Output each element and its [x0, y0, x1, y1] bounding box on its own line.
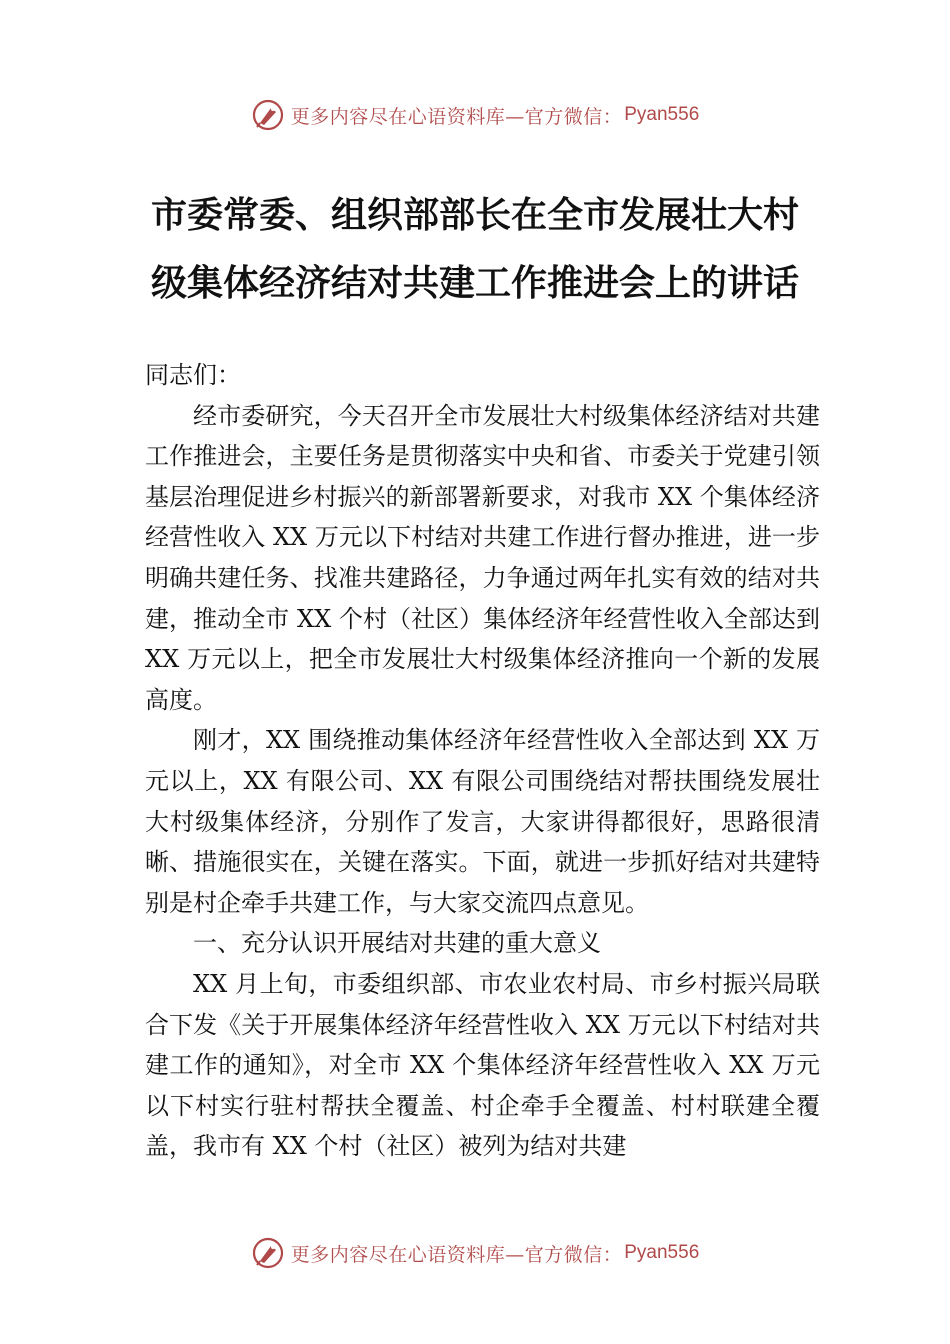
banner-wechat-id: Pyan556 [624, 104, 700, 125]
header-banner [0, 95, 950, 135]
banner-text: 更多内容尽在心语资料库—官方微信： [290, 1243, 623, 1266]
footer-banner [0, 1233, 950, 1273]
paragraph-3: XX 月上旬，市委组织部、市农业农村局、市乡村振兴局联合下发《关于开展集体经济年经营性收入 XX 万元以下村结对共建工作的通知》，对全市 XX 个集体经济年经营性收入 XX 万元以下村实行驻村帮扶全覆盖、村企牵手全覆盖、村村联建全覆盖，我市有 XX 个村（社区）被列为结对共建 [145, 969, 820, 1161]
section-heading-1: 一、充分认识开展结对共建的重大意义 [193, 929, 601, 958]
paragraph-2: 刚才，XX 围绕推动集体经济年经营性收入全部达到 XX 万元以上，XX 有限公司、XX 有限公司围绕结对帮扶围绕发展壮大村级集体经济，分别作了发言，大家讲得都很好，思路很清晰、措施很实在，关键在落实。下面，就进一步抓好结对共建特别是村企牵手共建工作，与大家交流四点意见。 [145, 726, 820, 917]
pen-nib-logo-icon [251, 1236, 285, 1270]
document-title [145, 182, 805, 318]
title-line-2: 级集体经济结对共建工作推进会上的讲话 [150, 263, 799, 304]
banner-wechat-id: Pyan556 [624, 1242, 700, 1263]
salutation: 同志们： [145, 361, 241, 389]
pen-nib-logo-icon [251, 98, 285, 132]
paragraph-1: 经市委研究，今天召开全市发展壮大村级集体经济结对共建工作推进会，主要任务是贯彻落实中央和省、市委关于党建引领基层治理促进乡村振兴的新部署新要求，对我市 XX 个集体经济经营性收入 XX 万元以下村结对共建工作进行督办推进，进一步明确共建任务、找准共建路径，力争通过两年扎实有效的结对共建，推动全市 XX 个村（社区）集体经济年经营性收入全部达到 XX 万元以上，把全市发展壮大村级集体经济推向一个新的发展高度。 [145, 401, 820, 714]
banner-text: 更多内容尽在心语资料库—官方微信： [290, 105, 623, 128]
title-line-1: 市委常委、组织部部长在全市发展壮大村 [150, 195, 799, 236]
document-body [145, 355, 820, 1167]
